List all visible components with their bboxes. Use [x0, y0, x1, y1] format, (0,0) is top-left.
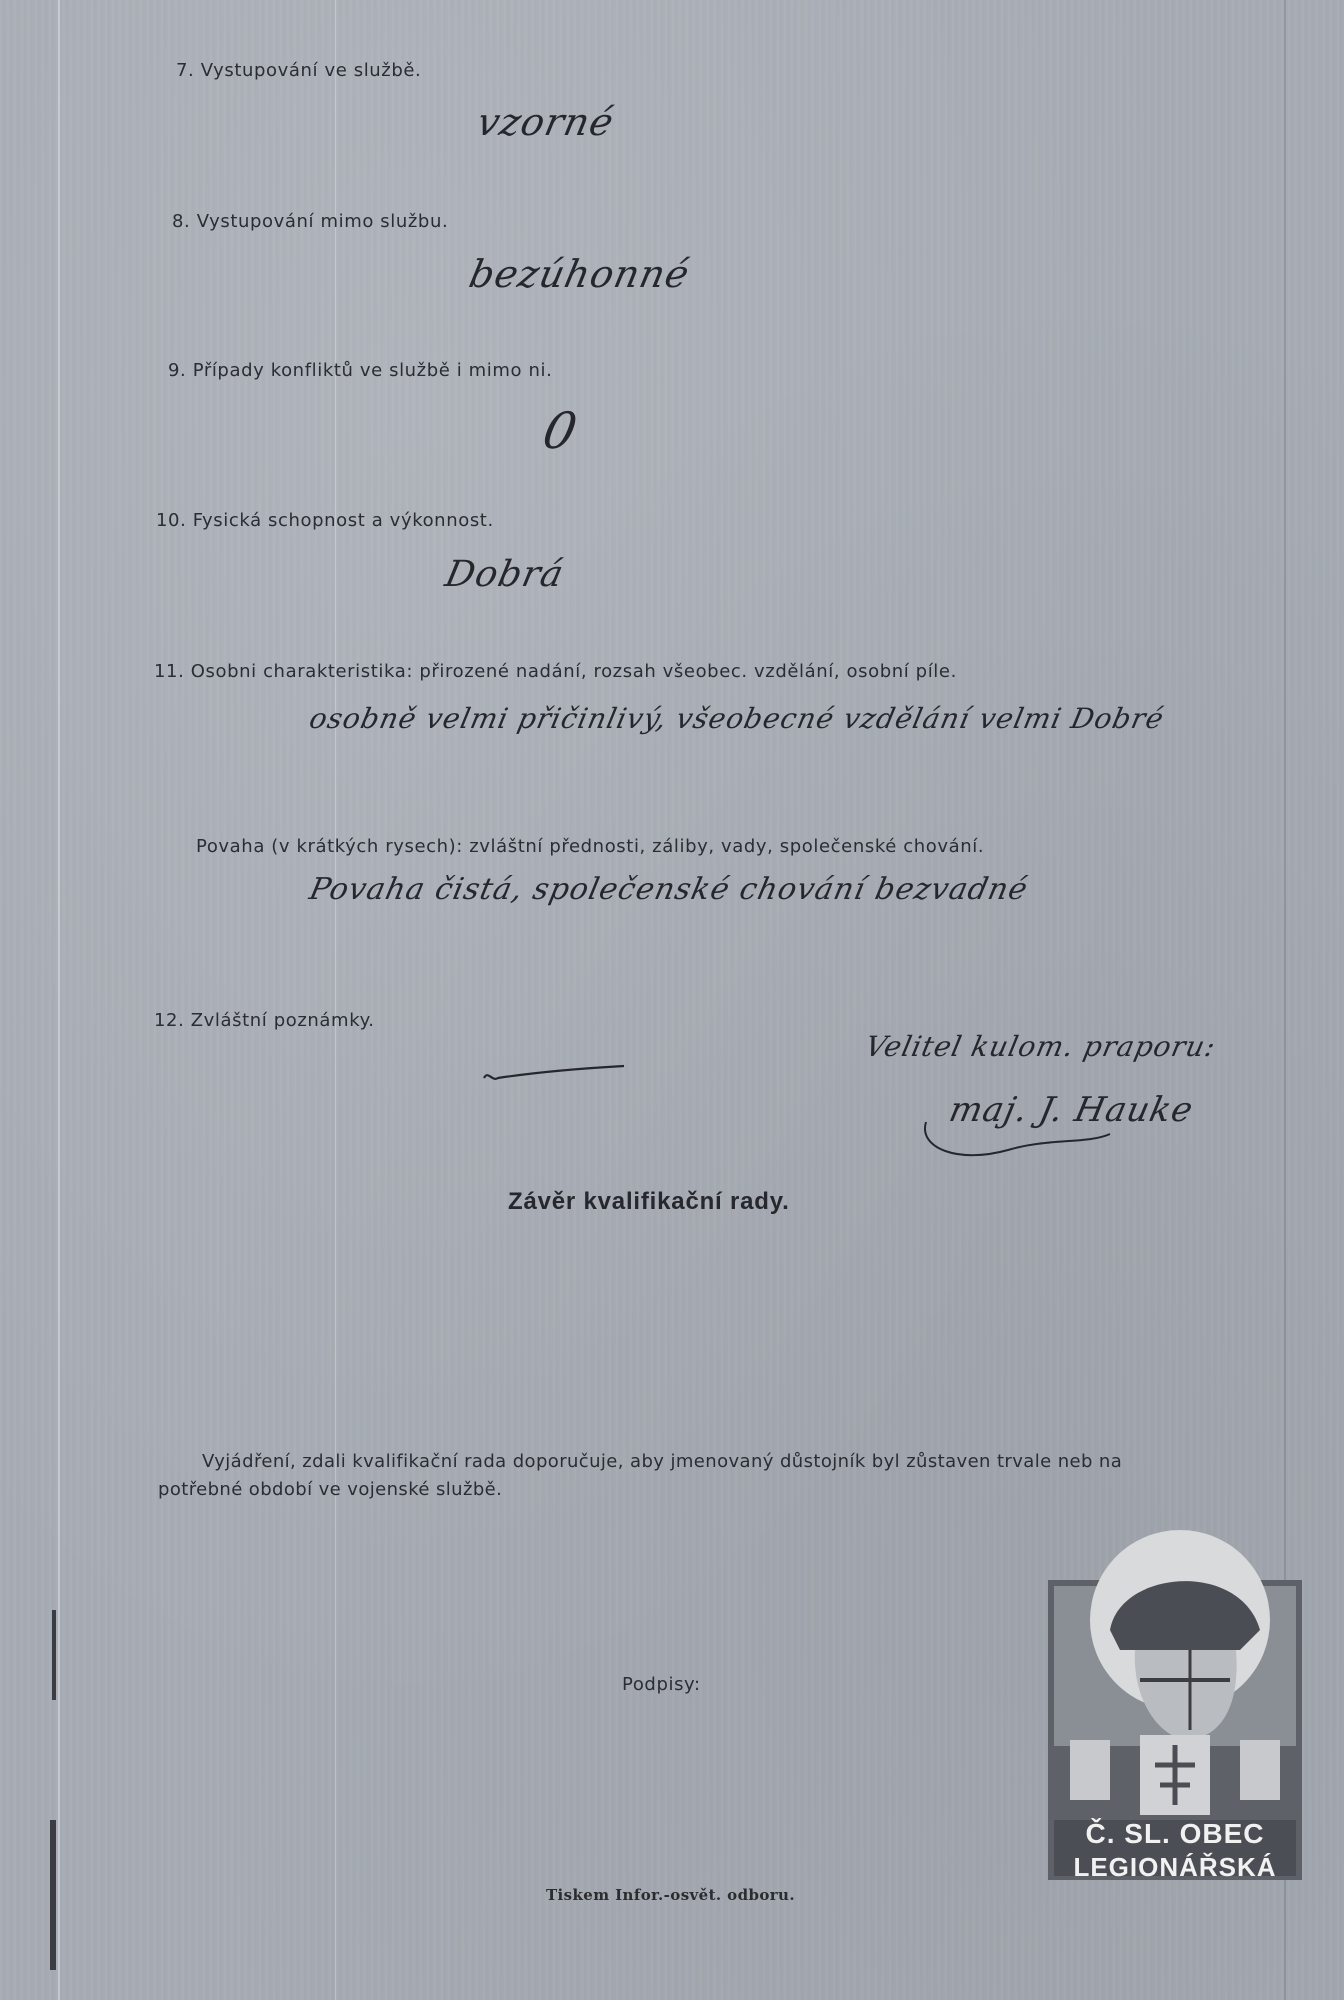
item-11-label: 11. Osobni charakteristika: přirozené nadání, rozsah všeobec. vzdělání, osobní píle.	[154, 661, 957, 682]
dash-stroke	[478, 1060, 628, 1090]
statement-paragraph: Vyjádření, zdali kvalifikační rada doporučuje, aby jmenovaný důstojník byl zůstaven trvale neb na potřebné období ve vojenské službě.	[158, 1451, 1123, 1500]
signature-name: maj. J. Hauke	[945, 1090, 1198, 1130]
item-8-answer: bezúhonné	[465, 252, 694, 296]
binding-mark	[50, 1820, 56, 1970]
item-character-label: Povaha (v krátkých rysech): zvláštní přednosti, záliby, vady, společenské chování.	[196, 836, 985, 857]
stamp-line-1: Č. SL. OBEC	[1085, 1818, 1265, 1849]
signatures-label: Podpisy:	[622, 1674, 701, 1695]
item-8-label: 8. Vystupování mimo službu.	[172, 211, 449, 232]
item-12-label: 12. Zvláštní poznámky.	[154, 1010, 375, 1031]
stamp-line-2: LEGIONÁŘSKÁ	[1073, 1852, 1277, 1882]
binding-mark	[52, 1610, 56, 1700]
signature-title: Velitel kulom. praporu:	[862, 1030, 1220, 1063]
item-9-answer: 0	[537, 402, 583, 460]
item-9-label: 9. Případy konfliktů ve službě i mimo ni.	[168, 360, 553, 381]
paper-fold	[58, 0, 60, 2000]
item-7-answer: vzorné	[473, 100, 619, 144]
item-character-answer: Povaha čistá, společenské chování bezvadné	[306, 872, 1032, 907]
conclusion-heading: Závěr kvalifikační rady.	[508, 1188, 790, 1215]
item-10-label: 10. Fysická schopnost a výkonnost.	[156, 510, 494, 531]
paper-fold	[335, 0, 336, 2000]
legion-stamp	[1040, 1530, 1310, 1890]
item-7-label: 7. Vystupování ve službě.	[176, 60, 422, 81]
signature-flourish	[918, 1108, 1118, 1168]
item-10-answer: Dobrá	[441, 554, 568, 595]
item-11-answer: osobně velmi přičinlivý, všeobecné vzdělání velmi Dobré	[306, 702, 1168, 735]
printer-note: Tiskem Infor.-osvět. odboru.	[546, 1886, 795, 1904]
